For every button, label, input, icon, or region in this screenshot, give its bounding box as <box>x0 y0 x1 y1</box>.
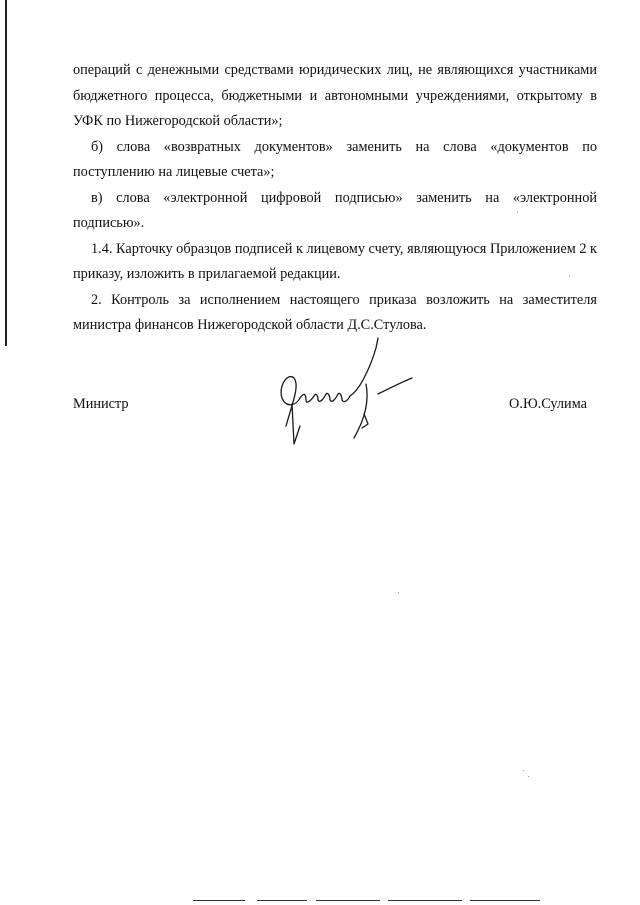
paragraph-2-control: 2. Контроль за исполнением настоящего приказа возложить на заместителя министра финансов Нижегородской области Д.С.Стулова. <box>73 291 597 333</box>
footer-rule <box>470 900 540 901</box>
scan-speck <box>523 770 524 771</box>
scan-speck <box>569 275 570 276</box>
paragraph-continuation: операций с денежными средствами юридических лиц, не являющихся участниками бюджетного процесса, бюджетными и автономными учреждениями, открытому в УФК по Нижегородской области»; <box>73 62 597 129</box>
scan-speck <box>517 212 518 213</box>
footer-rule <box>193 900 245 901</box>
signatory-position: Министр <box>73 396 129 412</box>
document-body <box>73 58 597 339</box>
paragraph-item-b: б) слова «возвратных документов» заменить на слова «документов по поступлению на лицевые счета»; <box>73 138 597 180</box>
scan-speck <box>528 776 529 777</box>
signatory-name: О.Ю.Сулима <box>509 396 587 412</box>
footer-rule <box>316 900 380 901</box>
paragraph-1-4: 1.4. Карточку образцов подписей к лицевому счету, являющуюся Приложением 2 к приказу, изложить в прилагаемой редакции. <box>73 240 597 282</box>
scan-speck <box>398 592 399 593</box>
signature-block <box>73 392 597 417</box>
page-edge-mark <box>5 0 7 346</box>
footer-rule <box>388 900 462 901</box>
paragraph-item-v: в) слова «электронной цифровой подписью» заменить на «электронной подписью». <box>73 189 597 231</box>
footer-rule <box>257 900 307 901</box>
